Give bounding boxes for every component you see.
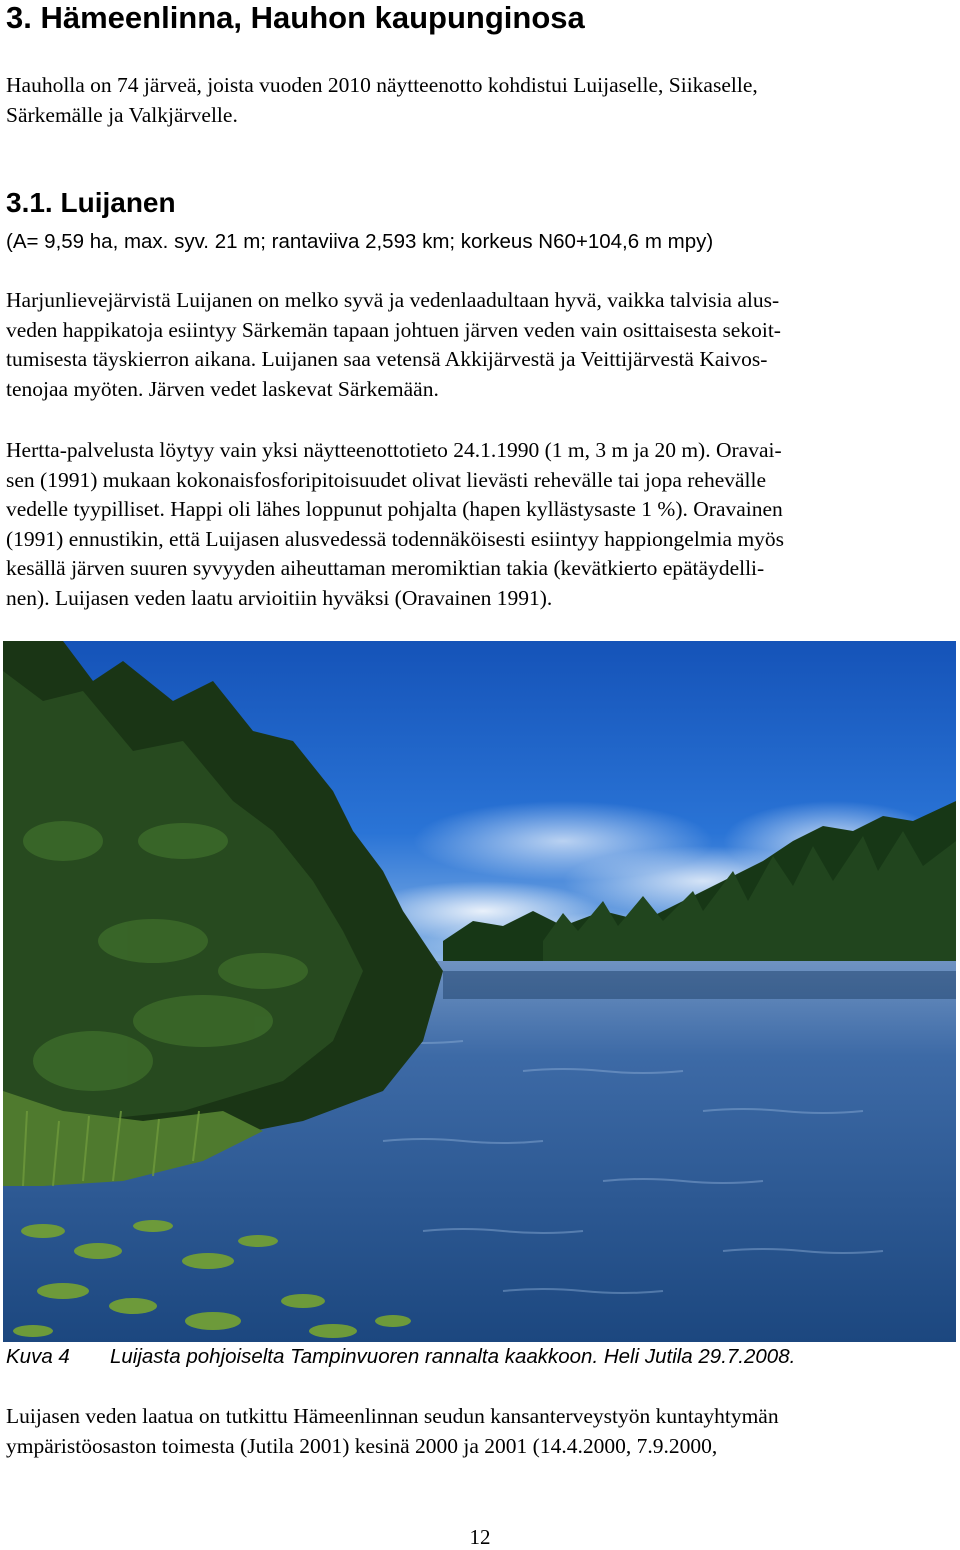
paragraph-line: sen (1991) mukaan kokonaisfosforipitoisuudet olivat lievästi rehevälle tai jopa rehevälle: [6, 467, 767, 492]
lake-facts: (A= 9,59 ha, max. syv. 21 m; rantaviiva 2,593 km; korkeus N60+104,6 m mpy): [6, 230, 714, 253]
paragraph-research: [6, 1402, 954, 1461]
paragraph-line: (1991) ennustikin, että Luijasen alusvedessä todennäköisesti esiintyy happiongelmia myös: [6, 526, 785, 551]
figure-caption-text: Luijasta pohjoiselta Tampinvuoren rannalta kaakkoon. Heli Jutila 29.7.2008.: [110, 1345, 796, 1368]
paragraph-description: [6, 286, 954, 404]
paragraph-line: Hertta-palvelusta löytyy vain yksi näytteenottotieto 24.1.1990 (1 m, 3 m ja 20 m). Oravai-: [6, 438, 782, 462]
lake-photo: [3, 641, 956, 1342]
figure-label: Kuva 4: [6, 1345, 70, 1368]
paragraph-water-quality: [6, 436, 954, 614]
paragraph-line: nen). Luijasen veden laatu arvioitiin hyväksi (Oravainen 1991).: [6, 585, 553, 610]
chapter-heading: 3. Hämeenlinna, Hauhon kaupunginosa: [6, 0, 585, 35]
page-number: 12: [469, 1525, 491, 1549]
paragraph-line: tenojaa myöten. Järven vedet laskevat Särkemään.: [6, 376, 439, 401]
paragraph-line: Harjunlievejärvistä Luijanen on melko syvä ja vedenlaadultaan hyvä, vaikka talvisia alus-: [6, 288, 780, 312]
paragraph-line: ympäristöosaston toimesta (Jutila 2001) kesinä 2000 ja 2001 (14.4.2000, 7.9.2000,: [6, 1433, 718, 1458]
intro-paragraph: [6, 71, 954, 130]
section-heading: 3.1. Luijanen: [6, 187, 176, 218]
paragraph-line: Luijasen veden laatua on tutkittu Hämeenlinnan seudun kansanterveystyön kuntayhtymän: [6, 1404, 779, 1428]
intro-line: Särkemälle ja Valkjärvelle.: [6, 102, 238, 127]
paragraph-line: veden happikatoja esiintyy Särkemän tapaan johtuen järven veden vain osittaisesta sekoit-: [6, 317, 781, 342]
figure-caption: [6, 1343, 795, 1371]
paragraph-line: vedelle tyypilliset. Happi oli lähes loppunut pohjalta (hapen kyllästysaste 1 %). Oravainen: [6, 497, 783, 522]
paragraph-line: tumisesta täyskierron aikana. Luijanen saa vetensä Akkijärvestä ja Veittijärvestä Kaivos-: [6, 347, 768, 372]
intro-line: Hauholla on 74 järveä, joista vuoden 2010 näytteenotto kohdistui Luijaselle, Siikaselle,: [6, 73, 758, 97]
paragraph-line: kesällä järven suuren syvyyden aiheuttaman meromiktian takia (kevätkierto epätäydelli-: [6, 556, 765, 581]
lake-photo-illustration: [3, 641, 956, 1342]
